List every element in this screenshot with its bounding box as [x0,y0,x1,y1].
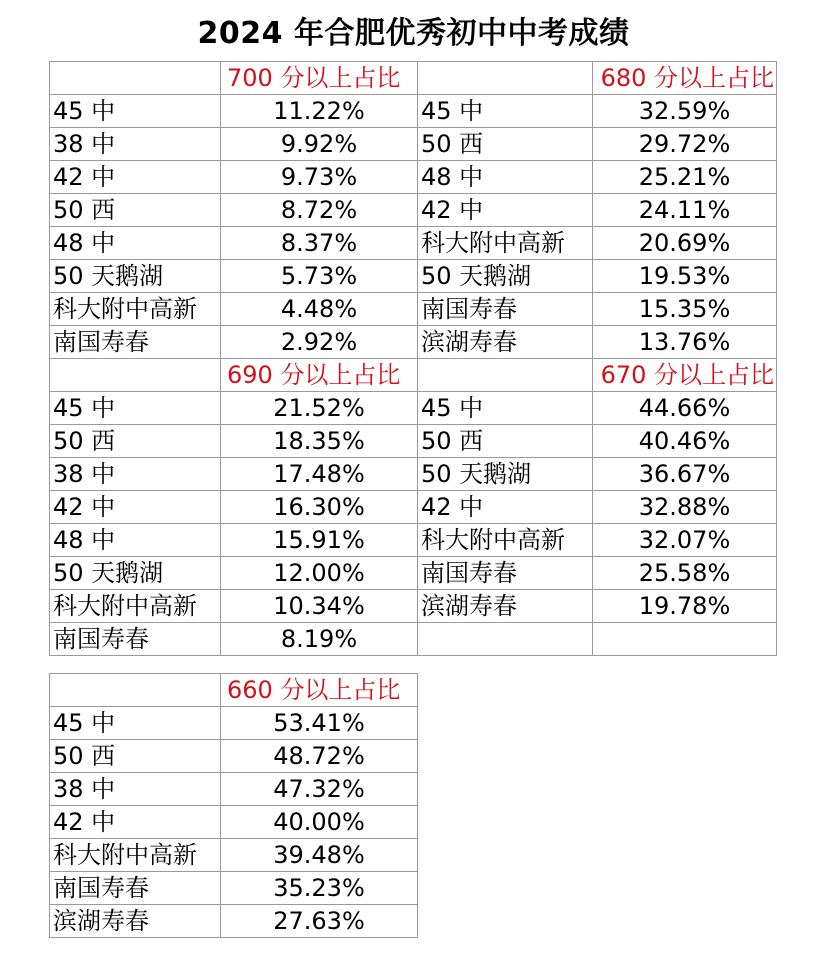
school-name: 45 中 [418,95,593,128]
percentage-value: 12.00% [221,557,418,590]
percentage-value: 36.67% [593,458,777,491]
school-name: 45 中 [418,392,593,425]
school-name: 42 中 [50,491,221,524]
threshold-header: 690 分以上占比 [221,359,418,392]
school-name: 科大附中高新 [418,227,593,260]
percentage-value: 20.69% [593,227,777,260]
empty-header-cell [418,62,593,95]
percentage-value: 15.91% [221,524,418,557]
percentage-value: 48.72% [221,740,418,773]
school-name: 科大附中高新 [50,293,221,326]
table-row [50,557,777,590]
school-name: 南国寿春 [418,293,593,326]
percentage-value: 8.37% [221,227,418,260]
percentage-value: 32.59% [593,95,777,128]
percentage-value: 53.41% [221,707,418,740]
school-name: 50 西 [418,425,593,458]
score-table-660 [49,673,418,938]
table-row [50,707,418,740]
table-row [50,326,777,359]
school-name: 50 西 [50,194,221,227]
table-row [50,458,777,491]
section-header-row [50,62,777,95]
percentage-value: 40.46% [593,425,777,458]
percentage-value: 19.53% [593,260,777,293]
school-name: 50 天鹅湖 [418,260,593,293]
school-name: 48 中 [50,524,221,557]
percentage-value: 8.72% [221,194,418,227]
percentage-value: 47.32% [221,773,418,806]
school-name: 科大附中高新 [50,839,221,872]
school-name: 42 中 [418,194,593,227]
table-row [50,623,777,656]
percentage-value: 2.92% [221,326,418,359]
percentage-value: 21.52% [221,392,418,425]
percentage-value: 5.73% [221,260,418,293]
school-name: 45 中 [50,95,221,128]
empty-header-cell [418,359,593,392]
school-name: 42 中 [50,806,221,839]
table-row [50,392,777,425]
school-name: 滨湖寿春 [418,590,593,623]
percentage-value: 32.07% [593,524,777,557]
table-row [50,128,777,161]
school-name: 45 中 [50,707,221,740]
percentage-value: 15.35% [593,293,777,326]
school-name: 50 西 [50,425,221,458]
school-name: 滨湖寿春 [418,326,593,359]
school-name: 50 天鹅湖 [50,260,221,293]
percentage-value: 35.23% [221,872,418,905]
table-row [50,524,777,557]
table-row [50,227,777,260]
school-name: 南国寿春 [50,623,221,656]
percentage-value: 18.35% [221,425,418,458]
table-row [50,740,418,773]
threshold-header: 700 分以上占比 [221,62,418,95]
table-row [50,839,418,872]
percentage-value: 4.48% [221,293,418,326]
percentage-value: 9.73% [221,161,418,194]
school-name: 50 天鹅湖 [50,557,221,590]
empty-header-cell [50,62,221,95]
school-name: 南国寿春 [50,326,221,359]
percentage-value: 9.92% [221,128,418,161]
percentage-value: 10.34% [221,590,418,623]
table-row [50,425,777,458]
school-name: 科大附中高新 [50,590,221,623]
section-header-row [50,674,418,707]
empty-header-cell [50,674,221,707]
percentage-value: 16.30% [221,491,418,524]
percentage-value: 39.48% [221,839,418,872]
percentage-value: 17.48% [221,458,418,491]
table-row [50,872,418,905]
school-name: 48 中 [50,227,221,260]
table-row [50,260,777,293]
table-row [50,95,777,128]
percentage-value [593,623,777,656]
threshold-header: 670 分以上占比 [593,359,777,392]
school-name: 50 西 [418,128,593,161]
percentage-value: 13.76% [593,326,777,359]
school-name: 南国寿春 [50,872,221,905]
school-name: 42 中 [50,161,221,194]
table-row [50,161,777,194]
percentage-value: 11.22% [221,95,418,128]
school-name: 38 中 [50,458,221,491]
percentage-value: 44.66% [593,392,777,425]
table-row [50,905,418,938]
school-name: 38 中 [50,773,221,806]
empty-header-cell [50,359,221,392]
table-row [50,806,418,839]
table-row [50,773,418,806]
school-name: 45 中 [50,392,221,425]
table-row [50,194,777,227]
percentage-value: 24.11% [593,194,777,227]
school-name: 滨湖寿春 [50,905,221,938]
percentage-value: 25.21% [593,161,777,194]
table-row [50,293,777,326]
school-name: 42 中 [418,491,593,524]
table-row [50,590,777,623]
school-name: 50 西 [50,740,221,773]
percentage-value: 25.58% [593,557,777,590]
percentage-value: 29.72% [593,128,777,161]
percentage-value: 8.19% [221,623,418,656]
threshold-header: 660 分以上占比 [221,674,418,707]
school-name: 48 中 [418,161,593,194]
school-name: 38 中 [50,128,221,161]
school-name [418,623,593,656]
percentage-value: 19.78% [593,590,777,623]
score-table-top [49,61,777,656]
page-title: 2024 年合肥优秀初中中考成绩 [197,16,630,51]
school-name: 50 天鹅湖 [418,458,593,491]
percentage-value: 32.88% [593,491,777,524]
school-name: 科大附中高新 [418,524,593,557]
section-header-row [50,359,777,392]
percentage-value: 27.63% [221,905,418,938]
threshold-header: 680 分以上占比 [593,62,777,95]
school-name: 南国寿春 [418,557,593,590]
table-row [50,491,777,524]
percentage-value: 40.00% [221,806,418,839]
